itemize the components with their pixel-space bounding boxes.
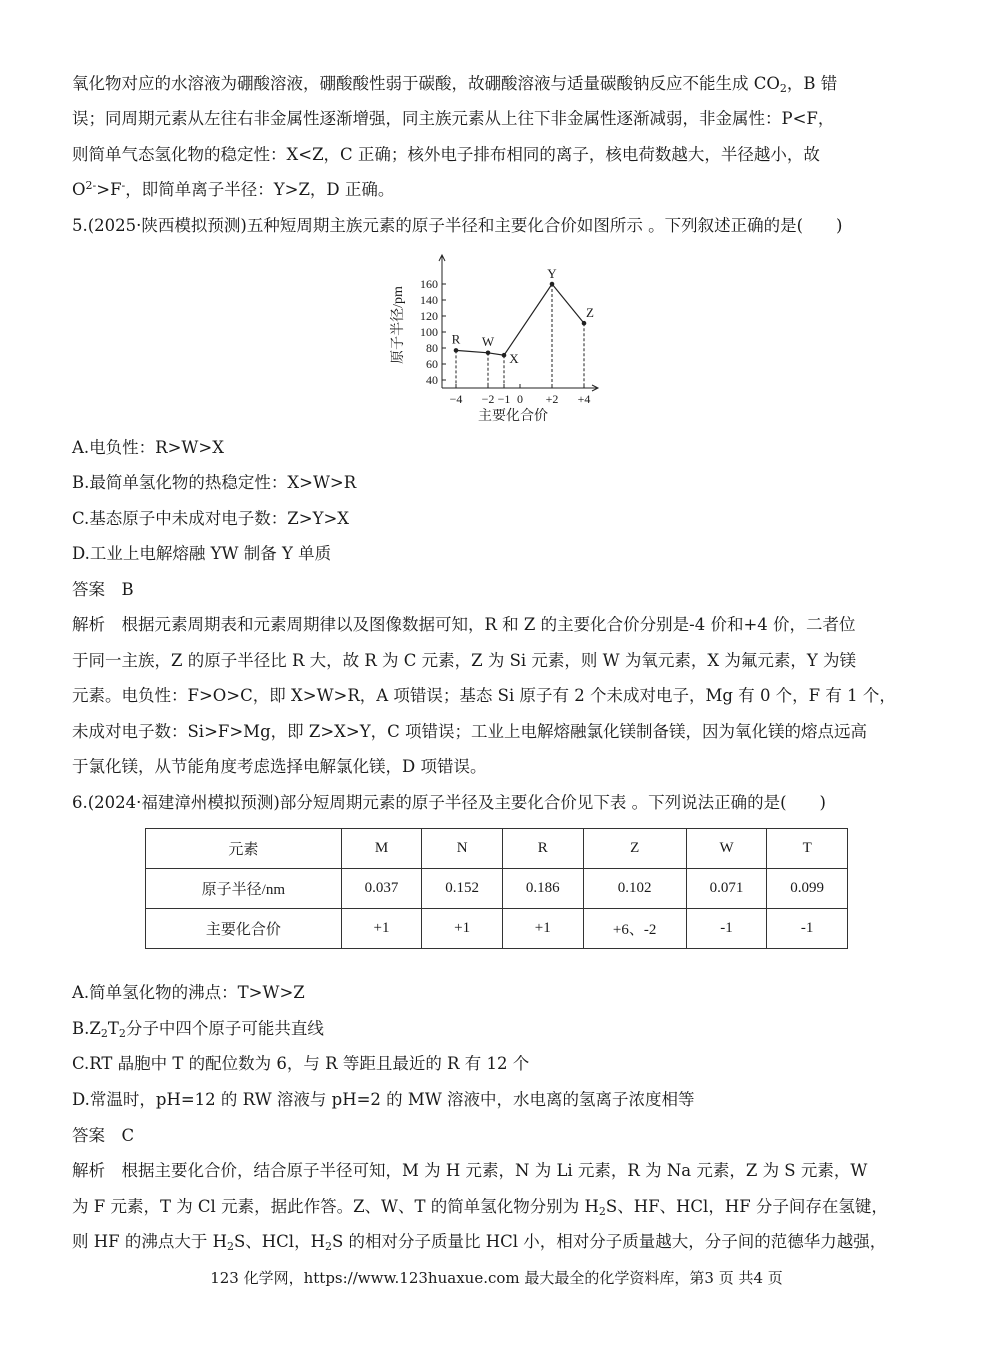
intro-line-3: 则简单气态氢化物的稳定性：X<Z，C 正确；核外电子排布相同的离子，核电荷数越大，半径越小，故 [72,145,820,164]
q5-answer: 答案 B [72,580,134,599]
table-cell: 0.102 [583,869,686,909]
series-line [456,284,584,355]
intro-line-1: 氧化物对应的水溶液为硼酸溶液，硼酸酸性弱于碳酸，故硼酸溶液与适量碳酸钠反应不能生成 $CO_2$，B 错 [72,74,838,95]
table-header-row [146,829,848,869]
table-header-cell: R [502,829,583,869]
q5-analysis-line-1: 解析 根据元素周期表和元素周期律以及图像数据可知，R 和 Z 的主要化合价分别是-4 价和+4 价，二者位 [72,615,856,634]
q6-option-d: D.常温时，pH=12 的 RW 溶液与 pH=2 的 MW 溶液中，水电离的氢离子浓度相等 [72,1090,695,1109]
y-tick-label: 40 [426,373,438,387]
q5-analysis-line-3: 元素。电负性：F>O>C，即 X>W>R，A 项错误；基态 Si 原子有 2 个未成对电子，Mg 有 0 个，F 有 1 个， [72,686,896,705]
chart-plot [420,255,598,406]
q5-option-a: A.电负性：R>W>X [72,438,224,457]
q6-stem: 6.(2024·福建漳州模拟预测)部分短周期元素的原子半径及主要化合价见下表 。下列说法正确的是( ) [72,793,826,812]
table-cell: 主要化合价 [146,909,342,949]
x-tick-label: −2 [481,392,495,406]
data-point [454,348,459,353]
table-header-cell: T [767,829,848,869]
table-row [146,909,848,949]
q6-answer: 答案 C [72,1126,135,1145]
table-cell: 0.186 [502,869,583,909]
table-cell: 0.152 [422,869,503,909]
x-tick-label: +2 [545,392,559,406]
y-tick-label: 60 [426,357,438,371]
q5-stem: 5.(2025·陕西模拟预测)五种短周期主族元素的原子半径和主要化合价如图所示 。下列叙述正确的是( ) [72,216,843,235]
y-axis-label: 原子半径/pm [391,286,406,364]
q5-option-c: C.基态原子中未成对电子数：Z>Y>X [72,509,350,528]
table-cell: 0.099 [767,869,848,909]
y-tick-label: 80 [426,341,438,355]
radius-valence-chart [380,245,630,427]
intro-line-2: 误；同周期元素从左往右非金属性逐渐增强，同主族元素从上往下非金属性逐渐减弱，非金属性：P<F， [72,109,835,128]
q5-option-b: B.最简单氢化物的热稳定性：X>W>R [72,473,357,492]
table-cell: +1 [422,909,503,949]
q5-option-d: D.工业上电解熔融 YW 制备 Y 单质 [72,544,332,563]
q6-option-c: C.RT 晶胞中 T 的配位数为 6，与 R 等距且最近的 R 有 12 个 [72,1054,530,1073]
element-table [145,828,848,949]
table-row [146,869,848,909]
point-label: Y [547,266,557,281]
table-header-cell: Z [583,829,686,869]
page-footer: 123 化学网，https://www.123huaxue.com 最大最全的化学资料库，第3 页 共4 页 [210,1269,783,1287]
table-header-cell: M [341,829,422,869]
table-cell: -1 [686,909,767,949]
table-cell: +1 [341,909,422,949]
q6-analysis-line-2: 为 F 元素，T 为 Cl 元素，据此作答。Z、W、T 的简单氢化物分别为 $H_2S$、HF、HCl，HF 分子间存在氢键， [72,1197,888,1218]
table-cell: +6、-2 [583,909,686,949]
point-label: Z [586,305,594,321]
table-header-cell: 元素 [146,829,342,869]
q5-analysis-line-2: 于同一主族，Z 的原子半径比 R 大，故 R 为 C 元素，Z 为 Si 元素，则 W 为氧元素，X 为氟元素，Y 为镁 [72,651,857,670]
q5-analysis-line-5: 于氯化镁，从节能角度考虑选择电解氯化镁，D 项错误。 [72,757,487,776]
table-cell: 0.037 [341,869,422,909]
q6-option-a: A.简单氢化物的沸点：T>W>Z [72,983,305,1002]
q6-analysis-line-3: 则 HF 的沸点大于 $H_2S$、HCl，$H_2S$ 的相对分子质量比 HCl 小，相对分子质量越大，分子间的范德华力越强， [72,1232,887,1253]
y-tick-label: 160 [420,277,438,291]
y-tick-label: 120 [420,309,438,323]
data-point [502,353,507,358]
y-tick-label: 140 [420,293,438,307]
data-point [582,321,587,326]
y-tick-label: 100 [420,325,438,339]
data-point [550,282,555,287]
table-cell: -1 [767,909,848,949]
data-point [486,351,491,356]
x-tick-label: −1 [497,392,511,406]
table-cell: 原子半径/nm [146,869,342,909]
intro-line-4: $O^{2-}>F^-$，即简单离子半径：Y>Z，D 正确。 [72,179,395,199]
x-tick-label: 0 [517,392,523,406]
x-axis-label: 主要化合价 [478,409,548,424]
q6-option-b: $B.Z_2T_2$分子中四个原子可能共直线 [72,1019,324,1040]
table-cell: 0.071 [686,869,767,909]
table-header-cell: W [686,829,767,869]
point-label: W [481,333,495,349]
q6-analysis-line-1: 解析 根据主要化合价，结合原子半径可知，M 为 H 元素，N 为 Li 元素，R 为 Na 元素，Z 为 S 元素，W [72,1161,868,1180]
q5-analysis-line-4: 未成对电子数：Si>F>Mg，即 Z>X>Y，C 项错误；工业上电解熔融氯化镁制备镁，因为氧化镁的熔点远高 [72,722,868,741]
x-tick-label: −4 [449,392,463,406]
table-header-cell: N [422,829,503,869]
x-tick-label: +4 [577,392,591,406]
point-label: X [509,351,519,367]
point-label: R [451,331,461,347]
table-cell: +1 [502,909,583,949]
